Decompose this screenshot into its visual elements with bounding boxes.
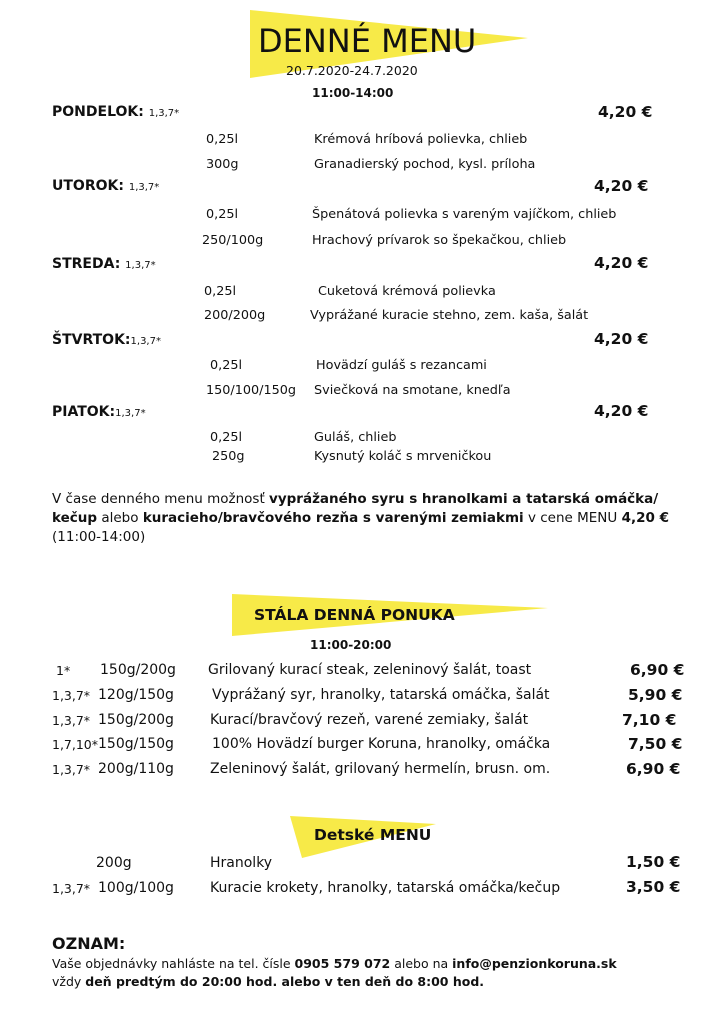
item-size: 200/200g	[204, 308, 266, 323]
row-size: 100g/100g	[98, 880, 174, 896]
day-allergens: 1,3,7*	[115, 408, 146, 419]
row-price: 3,50 €	[626, 878, 681, 896]
row-desc: Kuracie krokety, hranolky, tatarská omáčka/kečup	[210, 880, 561, 896]
row-desc: 100% Hovädzí burger Koruna, hranolky, omáčka	[212, 736, 551, 752]
item-size: 0,25l	[204, 284, 237, 299]
page-title: DENNÉ MENU	[258, 22, 477, 60]
row-size: 200g	[96, 855, 132, 871]
kids-title: Detské MENU	[314, 826, 432, 844]
item-size: 0,25l	[206, 132, 239, 147]
day-allergens: 1,3,7*	[125, 260, 156, 271]
standing-hours: 11:00-20:00	[310, 638, 392, 652]
item-size: 0,25l	[206, 207, 239, 222]
menu-hours: 11:00-14:00	[312, 86, 394, 100]
item-size: 250/100g	[202, 233, 264, 248]
notice-phone: 0905 579 072	[294, 956, 391, 971]
day-name-thursday: ŠTVRTOK:1,3,7*	[52, 332, 161, 348]
item-desc: Vyprážané kuracie stehno, zem. kaša, šalát	[310, 308, 589, 323]
row-price: 7,10 €	[622, 711, 677, 729]
day-price-tuesday: 4,20 €	[594, 177, 649, 195]
row-desc: Vyprážaný syr, hranolky, tatarská omáčka, šalát	[212, 687, 550, 703]
row-price: 6,90 €	[630, 661, 685, 679]
day-name-wednesday: STREDA: 1,3,7*	[52, 256, 156, 272]
day-name-friday: PIATOK:1,3,7*	[52, 404, 146, 420]
item-desc: Hovädzí guláš s rezancami	[316, 358, 487, 373]
day-allergens: 1,3,7*	[130, 336, 161, 347]
day-allergens: 1,3,7*	[148, 108, 180, 119]
notice-email: info@penzionkoruna.sk	[452, 956, 617, 971]
menu-note: V čase denného menu možnosť vyprážaného syru s hranolkami a tatarská omáčka/ kečup alebo kuracieho/bravčového rezňa s varenými zemiakmi v cene MENU 4,20 € (11:00-14:00)	[52, 491, 669, 545]
row-allergens: 1,3,7*	[52, 881, 91, 896]
notice-line-2: vždy deň predtým do 20:00 hod. alebo v ten deň do 8:00 hod.	[52, 974, 485, 989]
row-price: 7,50 €	[628, 735, 683, 753]
item-desc: Cuketová krémová polievka	[318, 284, 496, 299]
item-desc: Kysnutý koláč s mrveničkou	[314, 449, 492, 464]
item-desc: Granadierský pochod, kysl. príloha	[314, 157, 536, 172]
row-allergens: 1,3,7*	[52, 688, 91, 703]
notice-line-1: Vaše objednávky nahláste na tel. čísle 0905 579 072 alebo na info@penzionkoruna.sk	[52, 956, 617, 971]
row-desc: Kurací/bravčový rezeň, varené zemiaky, šalát	[210, 712, 529, 728]
item-size: 0,25l	[210, 430, 243, 445]
row-desc: Zeleninový šalát, grilovaný hermelín, brusn. om.	[210, 761, 551, 777]
notice-title: OZNAM:	[52, 934, 126, 953]
row-price: 5,90 €	[628, 686, 683, 704]
row-size: 150g/200g	[98, 712, 174, 728]
item-desc: Špenátová polievka s vareným vajíčkom, chlieb	[312, 207, 617, 222]
item-size: 0,25l	[210, 358, 243, 373]
row-price: 6,90 €	[626, 760, 681, 778]
row-size: 200g/110g	[98, 761, 174, 777]
item-desc: Hrachový prívarok so špekačkou, chlieb	[312, 233, 567, 248]
row-size: 150g/200g	[100, 662, 176, 678]
day-price-monday: 4,20 €	[598, 103, 653, 121]
row-desc: Hranolky	[210, 855, 273, 871]
row-size: 120g/150g	[98, 687, 174, 703]
item-desc: Krémová hríbová polievka, chlieb	[314, 132, 528, 147]
menu-dates: 20.7.2020-24.7.2020	[286, 63, 418, 78]
day-price-wednesday: 4,20 €	[594, 254, 649, 272]
notice-text	[52, 955, 712, 991]
day-price-friday: 4,20 €	[594, 402, 649, 420]
standing-title: STÁLA DENNÁ PONUKA	[254, 606, 455, 624]
item-size: 150/100/150g	[206, 383, 297, 398]
item-desc: Guláš, chlieb	[314, 430, 397, 445]
row-size: 150g/150g	[98, 736, 174, 752]
item-size: 300g	[206, 157, 239, 172]
item-desc: Sviečková na smotane, knedľa	[314, 383, 511, 398]
day-price-thursday: 4,20 €	[594, 330, 649, 348]
row-allergens: 1,7,10*	[52, 737, 99, 752]
day-name-monday: PONDELOK: 1,3,7*	[52, 104, 180, 120]
day-name-tuesday: UTOROK: 1,3,7*	[52, 178, 160, 194]
day-allergens: 1,3,7*	[128, 182, 160, 193]
row-allergens: 1,3,7*	[52, 762, 91, 777]
item-size: 250g	[212, 449, 245, 464]
row-desc: Grilovaný kurací steak, zeleninový šalát, toast	[208, 662, 532, 678]
row-allergens: 1*	[56, 663, 71, 678]
row-allergens: 1,3,7*	[52, 713, 91, 728]
row-price: 1,50 €	[626, 853, 681, 871]
